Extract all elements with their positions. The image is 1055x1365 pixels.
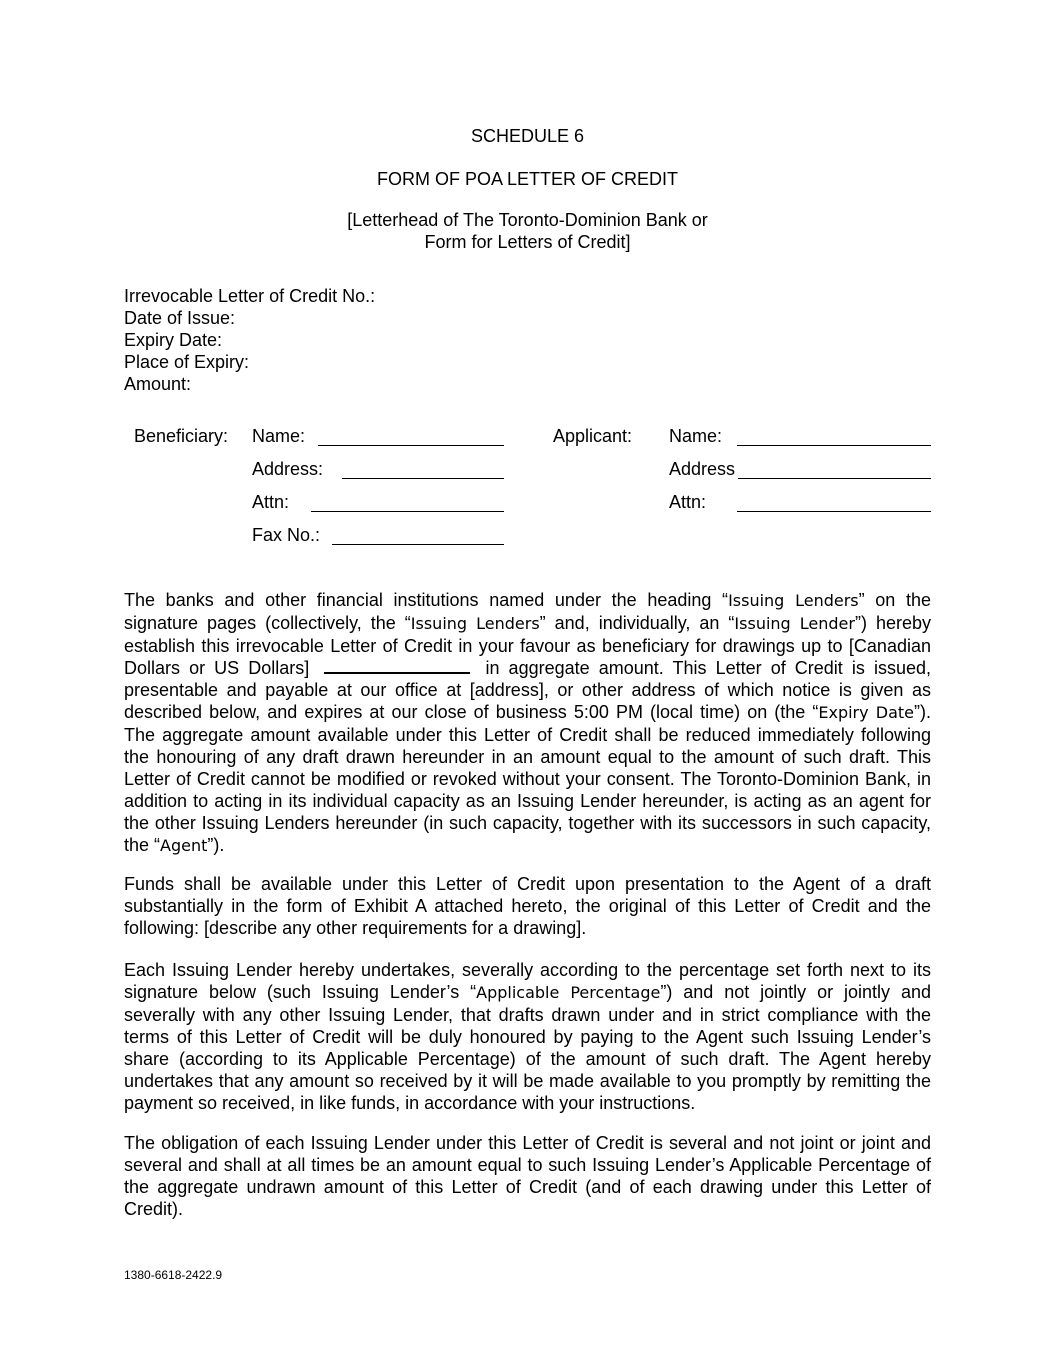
beneficiary-attn-line xyxy=(311,511,504,512)
letterhead-line-2: Form for Letters of Credit] xyxy=(424,232,631,252)
applicant-attn-line xyxy=(737,511,931,512)
beneficiary-name-line xyxy=(318,445,504,446)
defined-term: Issuing Lenders xyxy=(410,614,540,633)
applicant-address-label: Address xyxy=(669,459,736,479)
paragraph-establishment: The banks and other financial institutions named under the heading “Issuing Lenders” on the signature pages (collectively, the “Issuing Lenders” and, individually, an “Issuing Lender”) hereby establish this irrevocable Letter of Credit in your favour as beneficiary for drawings up to [Canadian Dollars or US Dollars] in aggregate amount. This Letter of Credit is issued, presentable and payable at our office at [address], or other address of which notice is given as described below, and expires at our close of business 5:00 PM (local time) on (the “Expiry Date”). The aggregate amount available under this Letter of Credit shall be reduced immediately following the honouring of any draft drawn hereunder in an amount equal to the amount of such draft. This Letter of Credit cannot be modified or revoked without your consent. The Toronto-Dominion Bank, in addition to acting in its individual capacity as an Issuing Lender hereunder, is acting as an agent for the other Issuing Lenders hereunder (in such capacity, together with its successors in such capacity, the “Agent”). xyxy=(124,590,932,855)
beneficiary-attn-label: Attn: xyxy=(252,492,290,512)
schedule-heading: SCHEDULE 6 xyxy=(470,126,585,146)
defined-term: Issuing Lender xyxy=(734,614,855,633)
defined-term: Agent xyxy=(160,836,208,855)
expiry-date-label: Expiry Date: xyxy=(124,330,223,350)
defined-term: Issuing Lenders xyxy=(728,591,859,610)
defined-term: Expiry Date xyxy=(818,703,914,722)
credit-details xyxy=(124,285,375,395)
document-id-footer: 1380-6618-2422.9 xyxy=(124,1268,223,1282)
paragraph-undertaking: Each Issuing Lender hereby undertakes, severally according to the percentage set forth next to its signature below (such Issuing Lender’s “Applicable Percentage”) and not jointly or jointly and severally with any other Issuing Lender, that drafts drawn under and in strict compliance with the terms of this Letter of Credit will be duly honoured by paying to the Agent such Issuing Lender’s share (according to its Applicable Percentage) of the amount of such draft. The Agent hereby undertakes that any amount so received by it will be made available to you promptly by remitting the payment so received, in like funds, in accordance with your instructions. xyxy=(124,960,931,1113)
form-title: FORM OF POA LETTER OF CREDIT xyxy=(376,169,679,189)
credit-number-label: Irrevocable Letter of Credit No.: xyxy=(124,286,376,306)
defined-term: Applicable Percentage xyxy=(476,983,661,1002)
beneficiary-address-line xyxy=(342,478,504,479)
applicant-attn-label: Attn: xyxy=(669,492,707,512)
letterhead-note xyxy=(0,209,1055,253)
beneficiary-name-label: Name: xyxy=(252,426,306,446)
applicant-address-line xyxy=(738,478,931,479)
beneficiary-address-label: Address: xyxy=(252,459,324,479)
beneficiary-label: Beneficiary: xyxy=(134,426,229,446)
date-of-issue-label: Date of Issue: xyxy=(124,308,236,328)
beneficiary-fax-label: Fax No.: xyxy=(252,525,321,545)
applicant-name-label: Name: xyxy=(669,426,723,446)
amount-blank-line xyxy=(324,658,470,674)
place-of-expiry-label: Place of Expiry: xyxy=(124,352,250,372)
beneficiary-fax-line xyxy=(332,544,504,545)
paragraph-obligation: The obligation of each Issuing Lender under this Letter of Credit is several and not joint or joint and several and shall at all times be an amount equal to such Issuing Lender’s Applicable Percentage of the aggregate undrawn amount of this Letter of Credit (and of each drawing under this Letter of Credit). xyxy=(124,1133,931,1219)
amount-label: Amount: xyxy=(124,374,192,394)
letterhead-line-1: [Letterhead of The Toronto-Dominion Bank or xyxy=(347,210,708,230)
applicant-label: Applicant: xyxy=(553,426,633,446)
paragraph-funds-availability: Funds shall be available under this Letter of Credit upon presentation to the Agent of a draft substantially in the form of Exhibit A attached hereto, the original of this Letter of Credit and the following: [describe any other requirements for a drawing]. xyxy=(124,874,931,938)
applicant-name-line xyxy=(737,445,931,446)
